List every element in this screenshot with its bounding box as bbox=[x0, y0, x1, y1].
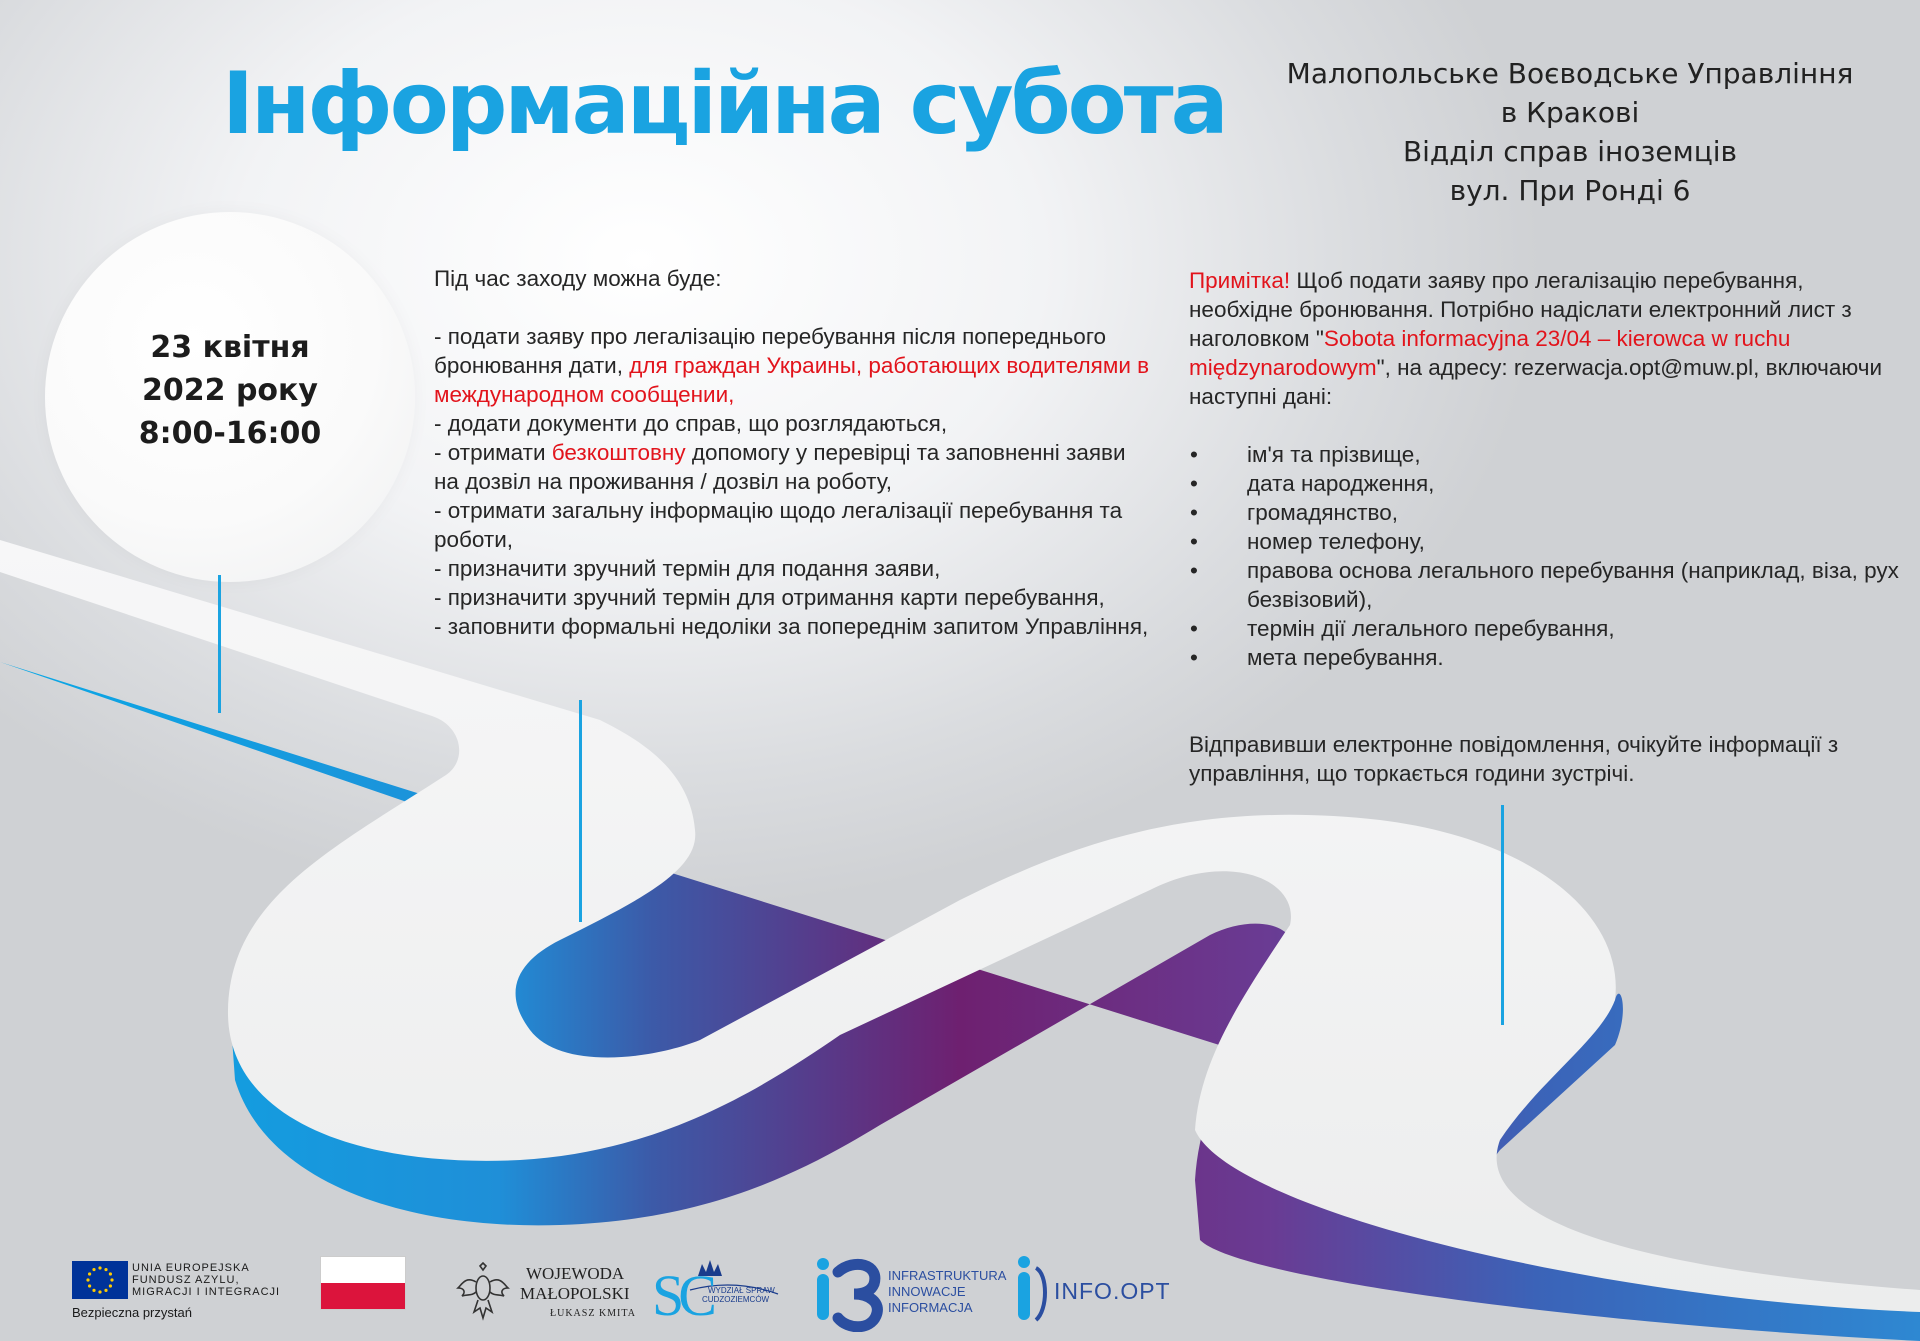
eu-flag-icon bbox=[72, 1261, 128, 1299]
poland-flag-icon bbox=[320, 1256, 406, 1310]
list-item: • термін дії легального перебування, bbox=[1189, 614, 1909, 643]
event-date-year: 2022 року bbox=[142, 373, 318, 408]
services-intro: Під час заходу можна буде: bbox=[434, 266, 722, 291]
timeline-marker bbox=[579, 700, 582, 922]
email-subject: Sobota informacyjna 23/04 – kierowca w ruchu międzynarodowym bbox=[1189, 326, 1791, 380]
list-item: • ім'я та прізвище, bbox=[1189, 440, 1909, 469]
page-title: Інформаційна субота bbox=[222, 54, 1226, 154]
list-item: • громадянство, bbox=[1189, 498, 1909, 527]
list-item: • мета перебування. bbox=[1189, 643, 1909, 672]
service-item: - отримати безкоштовну допомогу у перевірці та заповненні заяви на дозвіл на проживання / дозвіл на роботу, bbox=[434, 440, 1126, 494]
organization-address bbox=[1230, 54, 1910, 210]
required-data-list bbox=[1189, 440, 1909, 672]
i3-logo-text: INFRASTRUKTURA INNOWACJE INFORMACJA bbox=[888, 1268, 1007, 1315]
service-item: - заповнити формальні недоліки за попереднім запитом Управління, bbox=[434, 614, 1149, 639]
service-item: - подати заяву про легалізацію перебування після попереднього бронювання дати, для граждан Украины, работающих водителями в международном сообщении, bbox=[434, 324, 1150, 407]
sc-logo: SC bbox=[652, 1263, 711, 1328]
info-opt-icon bbox=[1014, 1250, 1054, 1332]
event-services-list bbox=[434, 264, 1154, 641]
event-date-time bbox=[45, 326, 415, 455]
note-paragraph: Примітка! Щоб подати заяву про легалізацію перебування, необхідне бронювання. Потрібно надіслати електронний лист з наголовком "Sobota informacyjna 23/04 – kierowca w ruchu międzynarodowym", на адресу: rezerwacja.opt@muw.pl, включаючи наступні дані: bbox=[1189, 268, 1883, 409]
wojewoda-logo: WOJEWODA MAŁOPOLSKI ŁUKASZ KMITA bbox=[520, 1264, 636, 1319]
polish-eagle-icon bbox=[456, 1262, 510, 1322]
timeline-marker bbox=[218, 575, 221, 713]
booking-note bbox=[1189, 266, 1909, 788]
org-line: вул. При Ронді 6 bbox=[1449, 174, 1691, 207]
info-opt-logo: INFO.OPT bbox=[1054, 1278, 1171, 1304]
event-time: 8:00-16:00 bbox=[138, 416, 322, 451]
service-item: - призначити зручний термін для подання заяви, bbox=[434, 556, 941, 581]
org-line: Малопольське Воєводське Управління bbox=[1286, 57, 1854, 90]
list-item: • правова основа легального перебування (наприклад, віза, рух безвізовий), bbox=[1189, 556, 1909, 614]
list-item: • дата народження, bbox=[1189, 469, 1909, 498]
sc-logo-text: WYDZIAŁ SPRAW CUDZOZIEMCÓW bbox=[702, 1286, 775, 1304]
service-item: - призначити зручний термін для отримання карти перебування, bbox=[434, 585, 1105, 610]
list-item: • номер телефону, bbox=[1189, 527, 1909, 556]
service-item: - отримати загальну інформацію щодо легалізації перебування та роботи, bbox=[434, 498, 1123, 552]
event-date-day: 23 квітня bbox=[150, 330, 310, 365]
note-label: Примітка! bbox=[1189, 268, 1291, 293]
highlight-text: для граждан Украины, работающих водителями в международном сообщении, bbox=[434, 353, 1150, 407]
i3-logo-icon bbox=[814, 1250, 884, 1332]
org-line: Відділ справ іноземців bbox=[1402, 135, 1738, 168]
sponsor-logos: UNIA EUROPEJSKA FUNDUSZ AZYLU, MIGRACJI I INTEGRACJI Bezpieczna przystań WOJEWODA MAŁOPOLSKI ŁUKASZ KMITA SC WYDZIAŁ SPRAW CUDZOZIEMCÓW INFRASTRUKTURA INNOWACJE INFORMACJA INFO.OPT bbox=[0, 1240, 1920, 1340]
timeline-marker bbox=[1501, 805, 1504, 1025]
closing-text: Відправивши електронне повідомлення, очікуйте інформації з управління, що торкається години зустрічі. bbox=[1189, 732, 1839, 786]
org-line: в Кракові bbox=[1500, 96, 1640, 129]
service-item: - додати документи до справ, що розглядаються, bbox=[434, 411, 948, 436]
highlight-text: безкоштовну bbox=[551, 440, 686, 465]
